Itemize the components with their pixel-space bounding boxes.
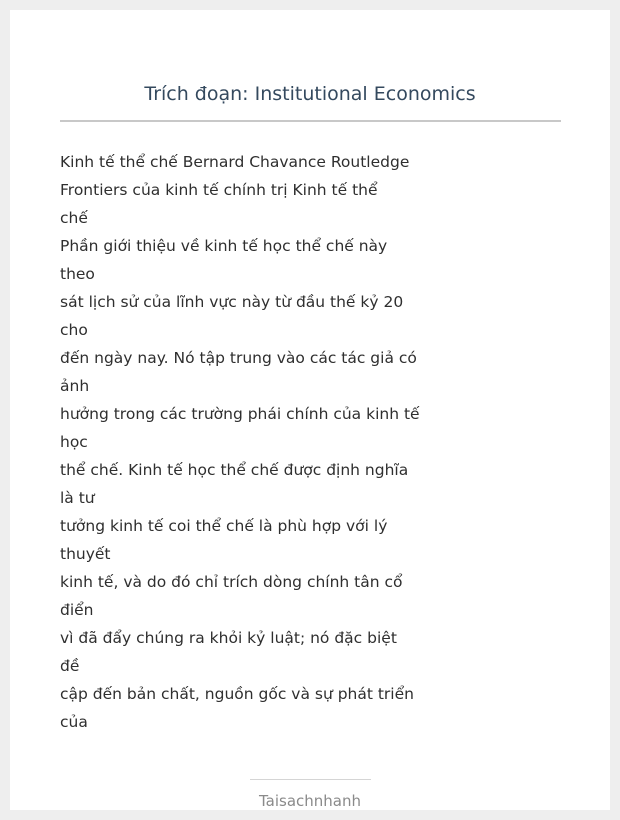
excerpt-line: của [60, 713, 88, 731]
excerpt-line: là tư [60, 489, 95, 507]
footer-divider [250, 779, 371, 780]
excerpt-line: sát lịch sử của lĩnh vực này từ đầu thế kỷ 20 [60, 293, 404, 311]
excerpt-line: đến ngày nay. Nó tập trung vào các tác giả có [60, 349, 417, 367]
excerpt-line: vì đã đẩy chúng ra khỏi kỷ luật; nó đặc biệt [60, 629, 397, 647]
excerpt-line: kinh tế, và do đó chỉ trích dòng chính tân cổ [60, 573, 403, 591]
excerpt-line: Phần giới thiệu về kinh tế học thể chế này [60, 237, 388, 255]
footer-source: Taisachnhanh [258, 792, 362, 810]
excerpt-line: chế [60, 209, 88, 227]
excerpt-line: ảnh [60, 377, 90, 395]
excerpt-line: theo [60, 265, 95, 283]
document-card [10, 10, 610, 810]
excerpt-line: Frontiers của kinh tế chính trị Kinh tế thể [60, 181, 378, 199]
excerpt-line: hưởng trong các trường phái chính của kinh tế [60, 405, 420, 423]
excerpt-line: cập đến bản chất, nguồn gốc và sự phát triển [60, 685, 414, 703]
excerpt-line: cho [60, 321, 88, 339]
excerpt-line: điển [60, 601, 94, 619]
excerpt-line: Kinh tế thể chế Bernard Chavance Routledge [60, 153, 410, 171]
excerpt-line: đề [60, 657, 80, 675]
excerpt-line: thuyết [60, 545, 111, 563]
excerpt-line: thể chế. Kinh tế học thể chế được định nghĩa [60, 461, 409, 479]
excerpt-body [60, 148, 420, 736]
excerpt-line: học [60, 433, 88, 451]
title-divider [60, 120, 561, 122]
excerpt-line: tưởng kinh tế coi thể chế là phù hợp với lý [60, 517, 388, 535]
document-title: Trích đoạn: Institutional Economics [144, 83, 476, 105]
